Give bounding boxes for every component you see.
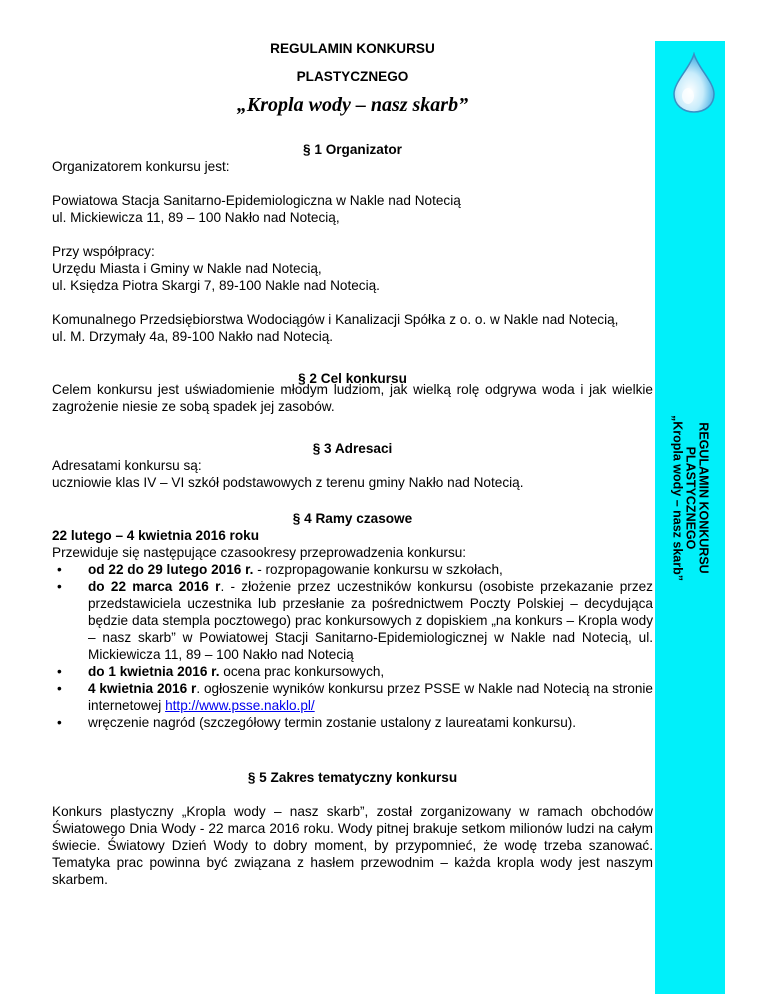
list-item: • wręczenie nagród (szczegółowy termin zostanie ustalony z laureatami konkursu). <box>57 715 577 730</box>
section4-dates: 22 lutego – 4 kwietnia 2016 roku <box>52 528 260 543</box>
section3-line1: Adresatami konkursu są: <box>52 458 202 473</box>
bullet-icon: • <box>57 664 62 679</box>
title-line1: REGULAMIN KONKURSU <box>270 41 435 56</box>
water-drop-icon <box>668 52 720 114</box>
schedule-list <box>52 561 653 731</box>
vertical-title <box>671 415 710 581</box>
vertical-title-line1: REGULAMIN KONKURSU <box>696 422 711 574</box>
list-item: • do 1 kwietnia 2016 r. ocena prac konkursowych, <box>57 664 385 679</box>
partner2-address: ul. M. Drzymały 4a, 89-100 Nakło nad Notecią. <box>52 329 334 344</box>
bullet-icon: • <box>57 562 62 577</box>
partner1-name: Urzędu Miasta i Gminy w Nakle nad Notecią, <box>52 261 322 276</box>
vertical-title-line2: PLASTYCZNEGO <box>683 446 698 550</box>
bullet-icon: • <box>57 681 62 696</box>
section3-heading: § 3 Adresaci <box>312 441 393 456</box>
section5-heading: § 5 Zakres tematyczny konkursu <box>247 770 458 785</box>
bullet-icon: • <box>57 579 62 594</box>
partner1-address: ul. Księdza Piotra Skargi 7, 89-100 Nakle nad Notecią. <box>52 278 380 293</box>
organizer-address: ul. Mickiewicza 11, 89 – 100 Nakło nad Notecią, <box>52 210 340 225</box>
section2-heading: § 2 Cel konkursu <box>298 371 407 386</box>
cooperation-label: Przy współpracy: <box>52 244 155 259</box>
section1-intro: Organizatorem konkursu jest: <box>52 159 230 174</box>
list-item: • 4 kwietnia 2016 r. ogłoszenie wyników konkursu przez PSSE w Nakle nad Notecią na stronie internetowej http://www.psse.naklo.pl/ <box>57 681 653 713</box>
list-item: • od 22 do 29 lutego 2016 r. - rozpropagowanie konkursu w szkołach, <box>57 562 503 577</box>
section3-line2: uczniowie klas IV – VI szkół podstawowych z terenu gminy Nakło nad Notecią. <box>52 475 524 490</box>
section4-intro: Przewiduje się następujące czasookresy przeprowadzenia konkursu: <box>52 545 467 560</box>
bullet-icon: • <box>57 715 62 730</box>
organizer-name: Powiatowa Stacja Sanitarno-Epidemiologiczna w Nakle nad Notecią <box>52 193 461 208</box>
psse-website-link[interactable]: http://www.psse.naklo.pl/ <box>165 698 315 713</box>
section2-text: Celem konkursu jest uświadomienie młodym ludziom, jak wielką rolę odgrywa woda i jak wielkie zagrożenie niesie ze sobą spadek jej zasobów. <box>52 382 653 414</box>
section4-heading: § 4 Ramy czasowe <box>292 511 413 526</box>
title-line2: PLASTYCZNEGO <box>296 69 409 84</box>
subtitle: „Kropla wody – nasz skarb” <box>236 94 469 116</box>
vertical-title-line3: „Kropla wody – nasz skarb” <box>670 414 685 582</box>
section5-text: Konkurs plastyczny „Kropla wody – nasz skarb”, został zorganizowany w ramach obchodów Światowego Dnia Wody - 22 marca 2016 roku. Wody pitnej brakuje setkom milionów ludzi na całym świecie. Światowy Dzień Wody to dobry moment, by przypomnieć, że wodę trzeba szanować. Tematyka prac powinna być związana z hasłem przewodnim – każda kropla wody jest naszym skarbem. <box>52 804 653 887</box>
list-item: • do 22 marca 2016 r. - złożenie przez uczestników konkursu (osobiste przekazanie przez przedstawiciela uczestnika lub przesłanie za pośrednictwem Poczty Polskiej – decydująca będzie data stempla pocztowego) prac konkursowych z dopiskiem „na konkurs – Kropla wody – nasz skarb” w Powiatowej Stacji Sanitarno-Epidemiologicznej w Nakle nad Notecią, ul. Mickiewicza 11, 89 – 100 Nakło nad Notecią <box>57 579 653 662</box>
partner2-name: Komunalnego Przedsiębiorstwa Wodociągów i Kanalizacji Spółka z o. o. w Nakle nad Notecią, <box>52 312 619 327</box>
section1-heading: § 1 Organizator <box>303 142 402 157</box>
